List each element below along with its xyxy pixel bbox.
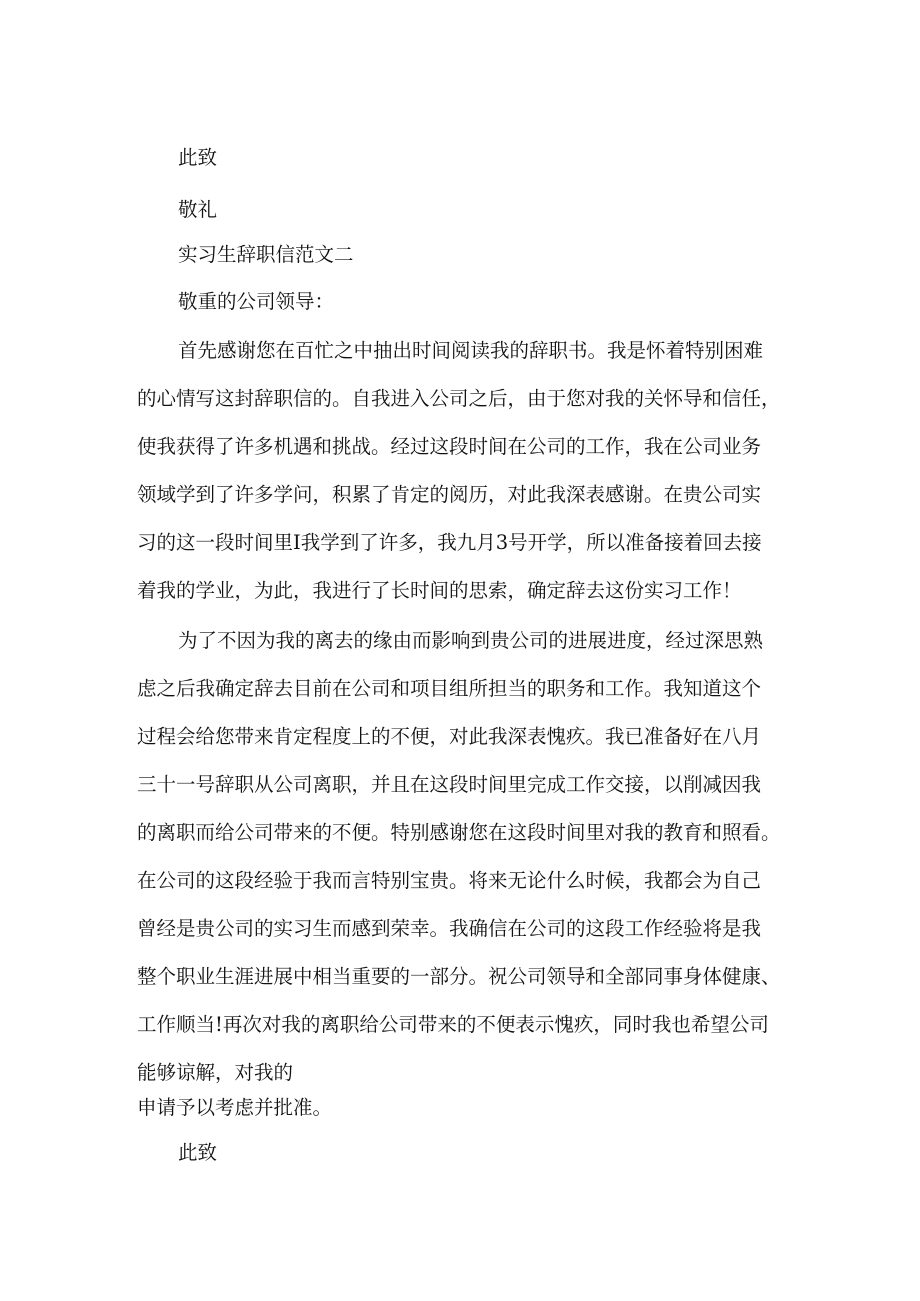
para2-line: 整个职业生涯进展中相当重要的一部分。祝公司领导和全部同事身体健康、 [137,965,781,988]
para1-line: 使我获得了许多机遇和挑战。经过这段时间在公司的工作，我在公司业务 [137,435,762,458]
para2-line: 三十一号辞职从公司离职，并且在这段时间里完成工作交接，以削减因我 [137,773,762,796]
para1-line: 着我的学业，为此，我进行了长时间的思索，确定辞去这份实习工作！ [137,579,742,602]
para2-line: 曾经是贵公司的实习生而感到荣幸。我确信在公司的这段工作经验将是我 [137,917,762,940]
para2-line: 工作顺当!再次对我的离职给公司带来的不便表示愧疚，同时我也希望公司 [137,1013,769,1036]
letter-title: 实习生辞职信范文二 [178,243,354,266]
para1-line: 首先感谢您在百忙之中抽出时间阅读我的辞职书。我是怀着特别困难 [178,339,764,362]
para2-line: 虑之后我确定辞去目前在公司和项目组所担当的职务和工作。我知道这个 [137,677,762,700]
para2-line: 申请予以考虑并批准。 [137,1096,333,1119]
para2-line: 能够谅解，对我的 [137,1061,294,1084]
closing-line: 此致 [178,1141,218,1164]
para2-line: 的离职而给公司带来的不便。特别感谢您在这段时间里对我的教育和照看。 [137,821,781,844]
closing-regards: 敬礼 [178,198,218,221]
para1-line: 领域学到了许多学问，积累了肯定的阅历，对此我深表感谢。在贵公司实 [137,483,762,506]
para2-line: 过程会给您带来肯定程度上的不便，对此我深表愧疚。我已准备好在八月 [137,725,762,748]
para1-line: 习的这一段时间里I我学到了许多，我九月3号开学，所以准备接着回去接 [137,531,762,554]
salutation: 敬重的公司领导： [178,290,335,313]
para2-line: 为了不因为我的离去的缘由而影响到贵公司的进展进度，经过深思熟 [178,629,764,652]
closing-line: 此致 [178,146,218,169]
para1-line: 的心情写这封辞职信的。自我进入公司之后，由于您对我的关怀导和信任， [137,387,781,410]
para2-line: 在公司的这段经验于我而言特别宝贵。将来无论什么时候，我都会为自己 [137,869,762,892]
